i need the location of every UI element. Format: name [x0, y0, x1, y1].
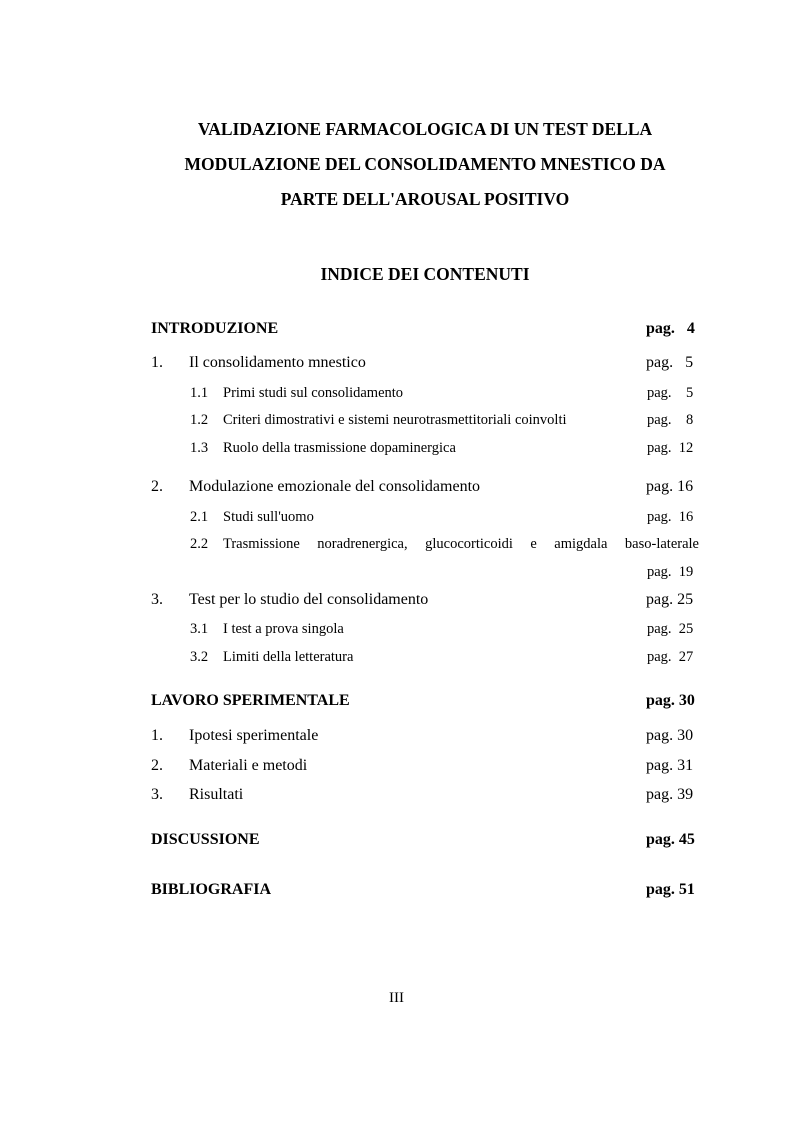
toc-subchapter [0, 621, 793, 643]
toc-number: 2.2 [190, 536, 209, 552]
toc-page: pag. 30 [646, 727, 694, 744]
toc-number: 1. [151, 727, 163, 744]
title-line-1: VALIDAZIONE FARMACOLOGICA DI UN TEST DELLA [197, 119, 653, 139]
toc-label: Trasmissione noradrenergica, glucocorticoidi e amigdala baso-laterale [223, 536, 699, 552]
toc-label: Il consolidamento mnestico [189, 354, 366, 371]
toc-page: pag. 30 [646, 692, 695, 709]
toc-number: 3.2 [190, 649, 209, 665]
toc-chapter [0, 478, 793, 500]
toc-page: pag. 51 [646, 881, 695, 898]
toc-chapter [0, 354, 793, 376]
toc-label: Test per lo studio del consolidamento [189, 591, 429, 608]
toc-label: Studi sull'uomo [223, 509, 314, 525]
toc-page: pag. 4 [646, 320, 695, 337]
toc-number: 2.1 [190, 509, 209, 525]
toc-label: Materiali e metodi [189, 757, 308, 774]
toc-label: BIBLIOGRAFIA [151, 881, 272, 898]
toc-page: pag. 45 [646, 831, 695, 848]
toc-number: 3.1 [190, 621, 209, 637]
toc-label: Modulazione emozionale del consolidamento [189, 478, 481, 495]
toc-label: Limiti della letteratura [223, 649, 354, 665]
toc-subchapter [0, 385, 793, 407]
toc-label: Criteri dimostrativi e sistemi neurotrasmettitoriali coinvolti [223, 412, 567, 428]
toc-label: Primi studi sul consolidamento [223, 385, 404, 401]
toc-page: pag. 8 [647, 412, 694, 428]
toc-section-bibliografia [0, 881, 793, 903]
toc-section-discussione [0, 831, 793, 853]
toc-page: pag. 19 [647, 564, 694, 580]
page-number: III [389, 990, 404, 1006]
title-line-2: MODULAZIONE DEL CONSOLIDAMENTO MNESTICO DA [184, 154, 666, 174]
toc-chapter [0, 727, 793, 749]
toc-label: DISCUSSIONE [151, 831, 260, 848]
toc-number: 1. [151, 354, 163, 371]
toc-subchapter [0, 440, 793, 462]
toc-label: Ruolo della trasmissione dopaminergica [223, 440, 456, 456]
toc-label: Ipotesi sperimentale [189, 727, 319, 744]
toc-number: 1.2 [190, 412, 209, 428]
toc-subchapter [0, 536, 793, 558]
toc-page: pag. 16 [647, 509, 694, 525]
toc-number: 1.1 [190, 385, 209, 401]
toc-number: 3. [151, 591, 163, 608]
toc-number: 2. [151, 757, 163, 774]
toc-subchapter-page [0, 564, 793, 586]
toc-page: pag. 12 [647, 440, 694, 456]
toc-subchapter [0, 509, 793, 531]
toc-label: LAVORO SPERIMENTALE [151, 692, 350, 709]
toc-chapter [0, 591, 793, 613]
toc-number: 1.3 [190, 440, 209, 456]
toc-label: I test a prova singola [223, 621, 344, 637]
toc-page: pag. 25 [647, 621, 694, 637]
toc-subchapter [0, 649, 793, 671]
toc-subchapter [0, 412, 793, 434]
toc-chapter [0, 786, 793, 808]
toc-number: 2. [151, 478, 163, 495]
toc-label: INTRODUZIONE [151, 320, 279, 337]
toc-section-lavoro-sperimentale [0, 692, 793, 714]
title-line-3: PARTE DELL'AROUSAL POSITIVO [280, 189, 570, 209]
document-title [110, 112, 740, 217]
index-heading: INDICE DEI CONTENUTI [320, 264, 530, 284]
toc-page: pag. 25 [646, 591, 694, 608]
toc-page: pag. 31 [646, 757, 694, 774]
toc-page: pag. 5 [647, 385, 694, 401]
toc-label: Risultati [189, 786, 244, 803]
toc-page: pag. 16 [646, 478, 694, 495]
toc-section-introduzione [0, 320, 793, 342]
toc-page: pag. 5 [646, 354, 694, 371]
toc-chapter [0, 757, 793, 779]
toc-number: 3. [151, 786, 163, 803]
toc-page: pag. 39 [646, 786, 694, 803]
toc-page: pag. 27 [647, 649, 694, 665]
